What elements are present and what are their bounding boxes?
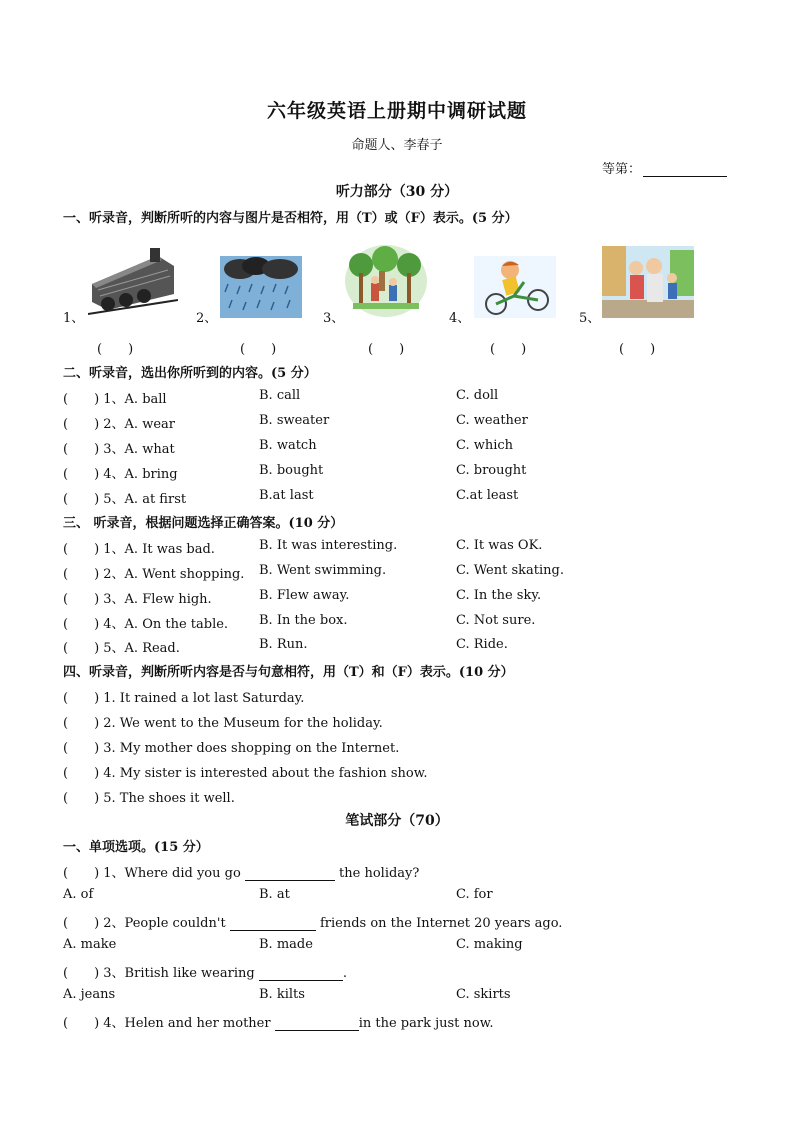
picture-answer-3[interactable]: ( ) <box>368 342 405 357</box>
picture-number-1: 1、 <box>63 311 85 326</box>
option-b: B. at <box>259 887 290 902</box>
picture-answer-1[interactable]: ( ) <box>97 342 134 357</box>
question-row[interactable]: ( ) 3、A. what <box>63 442 175 457</box>
picture-number-3: 3、 <box>323 311 345 326</box>
writing-section-1-heading: 一、单项选项。(15 分） <box>63 840 209 855</box>
option-c: C. which <box>456 438 514 453</box>
option-c: C. In the sky. <box>456 588 542 603</box>
question-row[interactable]: ( ) 1、A. It was bad. <box>63 542 215 557</box>
option-c: C. skirts <box>456 987 511 1002</box>
statement-row[interactable]: ( ) 3. My mother does shopping on the Internet. <box>63 741 400 756</box>
question-row[interactable]: ( ) 4、A. On the table. <box>63 617 229 632</box>
question-text: ( ) 4、Helen and her mother <box>63 1016 275 1031</box>
option-c: C. brought <box>456 463 527 478</box>
grade-label: 等第： <box>602 162 642 177</box>
question-text-end: the holiday? <box>334 866 420 881</box>
picture-number-5: 5、 <box>579 311 601 326</box>
section-4-heading: 四、听录音，判断所听内容是否与句意相符，用（T）和（F）表示。(10 分） <box>63 665 514 680</box>
option-c: C. Ride. <box>456 637 508 652</box>
answer-blank[interactable] <box>245 868 335 881</box>
question-row <box>63 862 419 881</box>
answer-blank[interactable] <box>230 918 316 931</box>
question-row[interactable]: ( ) 3、A. Flew high. <box>63 592 212 607</box>
boy-riding-bike-picture <box>474 256 556 318</box>
picture-number-4: 4、 <box>449 311 471 326</box>
section-2-heading: 二、听录音，选出你所听到的内容。(5 分） <box>63 366 317 381</box>
question-row[interactable]: ( ) 4、A. bring <box>63 467 178 482</box>
listening-part-title: 听力部分（30 分） <box>335 184 459 200</box>
option-c: C. Not sure. <box>456 613 536 628</box>
forest-people-picture <box>345 245 427 317</box>
question-text-end: friends on the Internet 20 years ago. <box>315 916 563 931</box>
question-row[interactable]: ( ) 5、A. at first <box>63 492 187 507</box>
grade-field <box>602 158 727 177</box>
picture-answer-4[interactable]: ( ) <box>490 342 527 357</box>
option-b: B. kilts <box>259 987 305 1002</box>
option-b: B. Run. <box>259 637 308 652</box>
option-c: C. doll <box>456 388 499 403</box>
author-line: 命题人、李春子 <box>351 138 443 153</box>
option-a: A. of <box>63 887 94 902</box>
question-row <box>63 962 347 981</box>
option-b: B. sweater <box>259 413 330 428</box>
statement-row[interactable]: ( ) 2. We went to the Museum for the holiday. <box>63 716 383 731</box>
option-c: C.at least <box>456 488 519 503</box>
family-walking-picture <box>602 246 694 318</box>
option-c: C. weather <box>456 413 528 428</box>
writing-part-title: 笔试部分（70） <box>345 813 449 829</box>
option-b: B. watch <box>259 438 317 453</box>
option-c: C. making <box>456 937 523 952</box>
answer-blank[interactable] <box>275 1018 359 1031</box>
section-1-heading: 一、听录音，判断所听的内容与图片是否相符，用（T）或（F）表示。(5 分） <box>63 211 518 226</box>
rain-cloud-picture <box>220 256 302 318</box>
question-text: ( ) 1、Where did you go <box>63 866 245 881</box>
question-row <box>63 1012 493 1031</box>
option-c: C. Went skating. <box>456 563 564 578</box>
option-b: B. made <box>259 937 313 952</box>
grade-blank[interactable] <box>643 164 727 177</box>
option-b: B.at last <box>259 488 314 503</box>
question-text: ( ) 3、British like wearing <box>63 966 259 981</box>
option-a: A. jeans <box>63 987 116 1002</box>
question-text: ( ) 2、People couldn't <box>63 916 230 931</box>
option-b: B. bought <box>259 463 324 478</box>
option-b: B. call <box>259 388 301 403</box>
question-text-end: in the park just now. <box>358 1016 494 1031</box>
section-3-heading: 三、 听录音，根据问题选择正确答案。(10 分） <box>63 516 344 531</box>
question-row[interactable]: ( ) 1、A. ball <box>63 392 167 407</box>
page-title: 六年级英语上册期中调研试题 <box>266 100 527 122</box>
statement-row[interactable]: ( ) 1. It rained a lot last Saturday. <box>63 691 305 706</box>
statement-row[interactable]: ( ) 4. My sister is interested about the fashion show. <box>63 766 428 781</box>
option-a: A. make <box>63 937 117 952</box>
question-row <box>63 912 562 931</box>
option-b: B. In the box. <box>259 613 348 628</box>
option-b: B. Flew away. <box>259 588 350 603</box>
option-c: C. for <box>456 887 493 902</box>
picture-answer-5[interactable]: ( ) <box>619 342 656 357</box>
question-text-end: . <box>342 966 347 981</box>
option-b: B. It was interesting. <box>259 538 398 553</box>
picture-answer-2[interactable]: ( ) <box>240 342 277 357</box>
statement-row[interactable]: ( ) 5. The shoes it well. <box>63 791 235 806</box>
train-picture <box>88 244 178 316</box>
picture-number-2: 2、 <box>196 311 218 326</box>
option-b: B. Went swimming. <box>259 563 387 578</box>
question-row[interactable]: ( ) 5、A. Read. <box>63 641 180 656</box>
question-row[interactable]: ( ) 2、A. Went shopping. <box>63 567 245 582</box>
answer-blank[interactable] <box>259 968 343 981</box>
option-c: C. It was OK. <box>456 538 543 553</box>
question-row[interactable]: ( ) 2、A. wear <box>63 417 175 432</box>
